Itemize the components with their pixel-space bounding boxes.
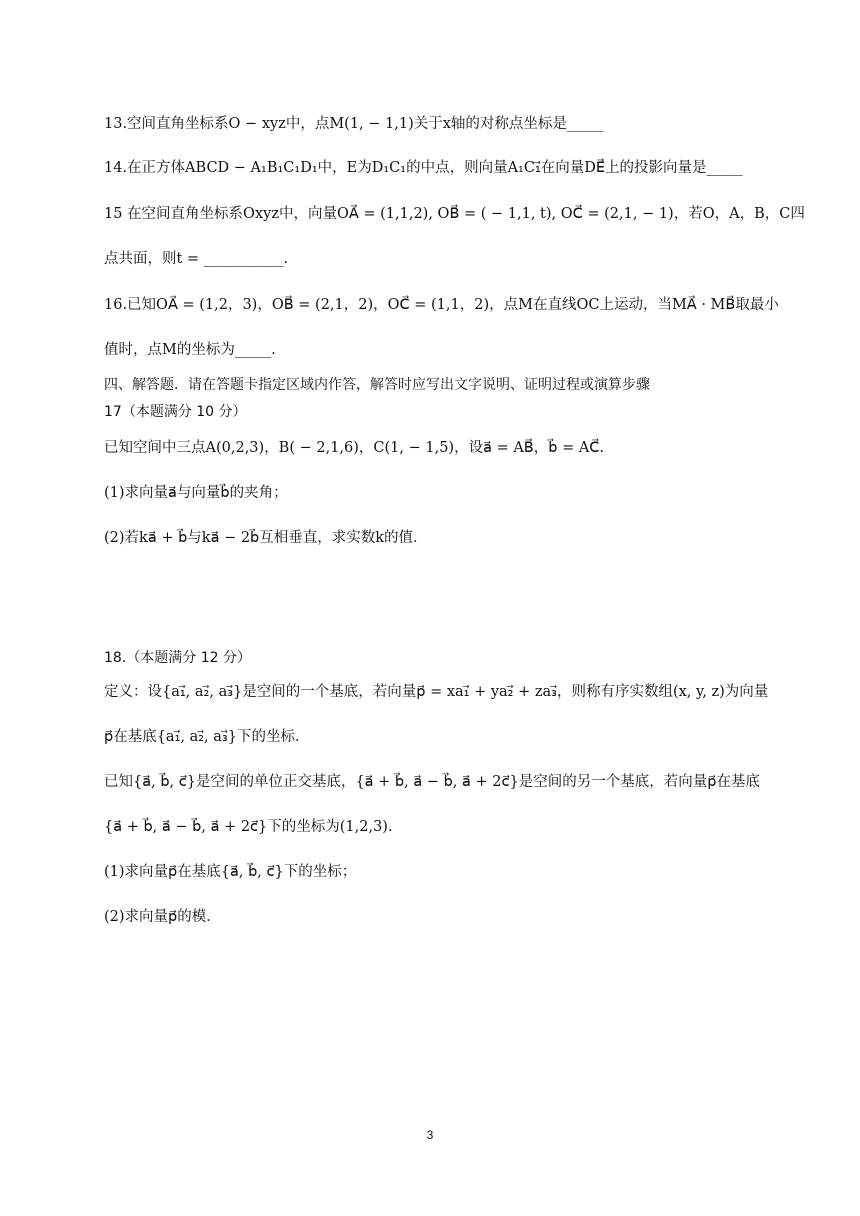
question-18-part-2: (2)求向量p⃗的模． <box>104 909 221 925</box>
question-15-line-2: 点共面，则t = ___________. <box>104 251 289 267</box>
question-17-stem: 已知空间中三点A(0,2,3)，B( − 2,1,6)，C(1, − 1,5)，设a⃗ = AB⃗，b⃗ = AC⃗. <box>104 440 605 456</box>
question-13: 13.空间直角坐标系O − xyz中，点M(1, − 1,1)关于x轴的对称点坐标是_____ <box>104 116 604 132</box>
question-18-part-1: (1)求向量p⃗在基底{a⃗, b⃗, c⃗}下的坐标； <box>104 864 357 880</box>
question-17-part-1: (1)求向量a⃗与向量b⃗的夹角； <box>104 485 288 501</box>
question-16-line-1: 16.已知OA⃗ = (1,2，3)，OB⃗ = (2,1，2)，OC⃗ = (1,1，2)，点M在直线OC上运动，当MA⃗ · MB⃗取最小 <box>104 297 779 313</box>
question-17-header: 17（本题满分 10 分） <box>104 404 247 420</box>
question-18-definition-2: p⃗在基底{a₁⃗, a₂⃗, a₃⃗}下的坐标． <box>104 729 310 745</box>
page-number: 3 <box>426 1128 434 1142</box>
question-18-definition-1: 定义：设{a₁⃗, a₂⃗, a₃⃗}是空间的一个基底，若向量p⃗ = xa₁⃗ + ya₂⃗ + za₃⃗，则称有序实数组(x, y, z)为向量 <box>104 684 769 700</box>
section-heading: 四、解答题．请在答题卡指定区域内作答，解答时应写出文字说明、证明过程或演算步骤 <box>104 377 650 393</box>
question-16-line-2: 值时，点M的坐标为_____. <box>104 342 276 358</box>
question-15-line-1: 15 在空间直角坐标系Oxyz中，向量OA⃗ = (1,1,2), OB⃗ = ( − 1,1, t), OC⃗ = (2,1, − 1)，若O，A，B，C四 <box>104 206 805 222</box>
question-14: 14.在正方体ABCD − A₁B₁C₁D₁中，E为D₁C₁的中点，则向量A₁C₁⃗在向量DE⃗上的投影向量是_____ <box>104 160 743 176</box>
question-18-stem-2: {a⃗ + b⃗, a⃗ − b⃗, a⃗ + 2c⃗}下的坐标为(1,2,3). <box>104 819 393 835</box>
question-17-part-2: (2)若ka⃗ + b⃗与ka⃗ − 2b⃗互相垂直，求实数k的值． <box>104 530 428 546</box>
question-18-stem-1: 已知{a⃗, b⃗, c⃗}是空间的单位正交基底，{a⃗ + b⃗, a⃗ − b⃗, a⃗ + 2c⃗}是空间的另一个基底，若向量p⃗在基底 <box>104 774 760 790</box>
question-18-header: 18.（本题满分 12 分） <box>104 650 251 666</box>
